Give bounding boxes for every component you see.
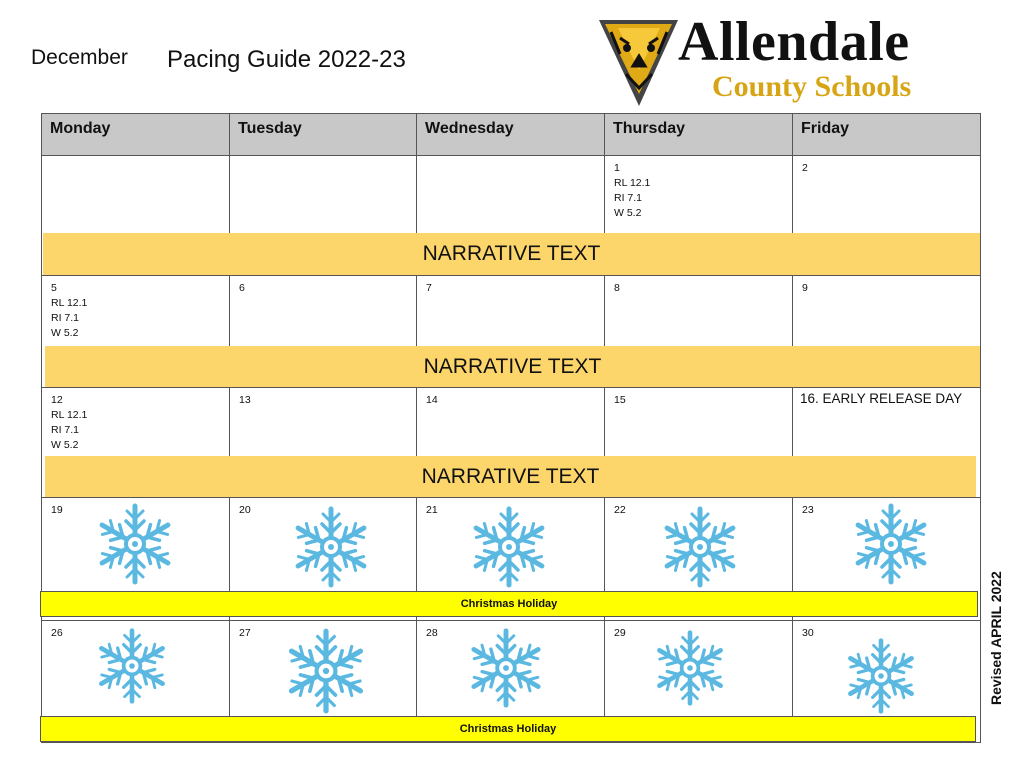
logo-subtitle: County Schools (712, 70, 912, 103)
header-friday: Friday (793, 114, 981, 156)
day-date: 1 (614, 162, 620, 174)
day-date: 13 (239, 394, 251, 406)
day-date: 9 (802, 282, 808, 294)
header-thursday: Thursday (605, 114, 793, 156)
school-logo (596, 11, 956, 110)
header-wednesday: Wednesday (417, 114, 605, 156)
standard-line: RI 7.1 (51, 312, 80, 324)
day-date: 7 (426, 282, 432, 294)
standard-line: W 5.2 (614, 207, 642, 219)
day-date: 14 (426, 394, 438, 406)
christmas-holiday-bar: Christmas Holiday (40, 716, 976, 742)
standard-line: RI 7.1 (51, 424, 80, 436)
day-date: 12 (51, 394, 63, 406)
day-date: 15 (614, 394, 626, 406)
snowflake-icon (92, 501, 178, 587)
snowflake-icon (848, 501, 934, 587)
snowflake-icon (650, 628, 730, 708)
day-date: 28 (426, 627, 438, 639)
day-date: 21 (426, 504, 438, 516)
day-date: 8 (614, 282, 620, 294)
snowflake-icon (841, 636, 921, 716)
page-title: Pacing Guide 2022-23 (167, 46, 406, 73)
snowflake-icon (466, 504, 552, 590)
snowflake-icon (464, 626, 548, 710)
day-date: 2 (802, 162, 808, 174)
snowflake-icon (92, 626, 172, 706)
snowflake-icon (281, 626, 371, 716)
day-date: 5 (51, 282, 57, 294)
day-date: 6 (239, 282, 245, 294)
early-release-label: 16. EARLY RELEASE DAY (800, 391, 963, 406)
day-date: 29 (614, 627, 626, 639)
revised-note: Revised APRIL 2022 (988, 571, 1004, 705)
day-date: 19 (51, 504, 63, 516)
day-date: 30 (802, 627, 814, 639)
logo-name: Allendale (678, 11, 910, 73)
standard-line: W 5.2 (51, 327, 79, 339)
month-label: December (31, 46, 128, 69)
narrative-text-band: NARRATIVE TEXT (43, 233, 980, 275)
header-tuesday: Tuesday (230, 114, 417, 156)
standard-line: W 5.2 (51, 439, 79, 451)
header-monday: Monday (42, 114, 230, 156)
day-date: 20 (239, 504, 251, 516)
snowflake-icon (657, 504, 743, 590)
narrative-text-band: NARRATIVE TEXT (45, 456, 976, 497)
narrative-text-band: NARRATIVE TEXT (45, 346, 980, 387)
christmas-holiday-bar: Christmas Holiday (40, 591, 978, 617)
standard-line: RL 12.1 (614, 177, 651, 189)
standard-line: RL 12.1 (51, 409, 88, 421)
day-date: 22 (614, 504, 626, 516)
day-date: 27 (239, 627, 251, 639)
day-date: 26 (51, 627, 63, 639)
day-date: 23 (802, 504, 814, 516)
tiger-shield-logo-icon (596, 14, 682, 110)
snowflake-icon (288, 504, 374, 590)
standard-line: RI 7.1 (614, 192, 643, 204)
standard-line: RL 12.1 (51, 297, 88, 309)
